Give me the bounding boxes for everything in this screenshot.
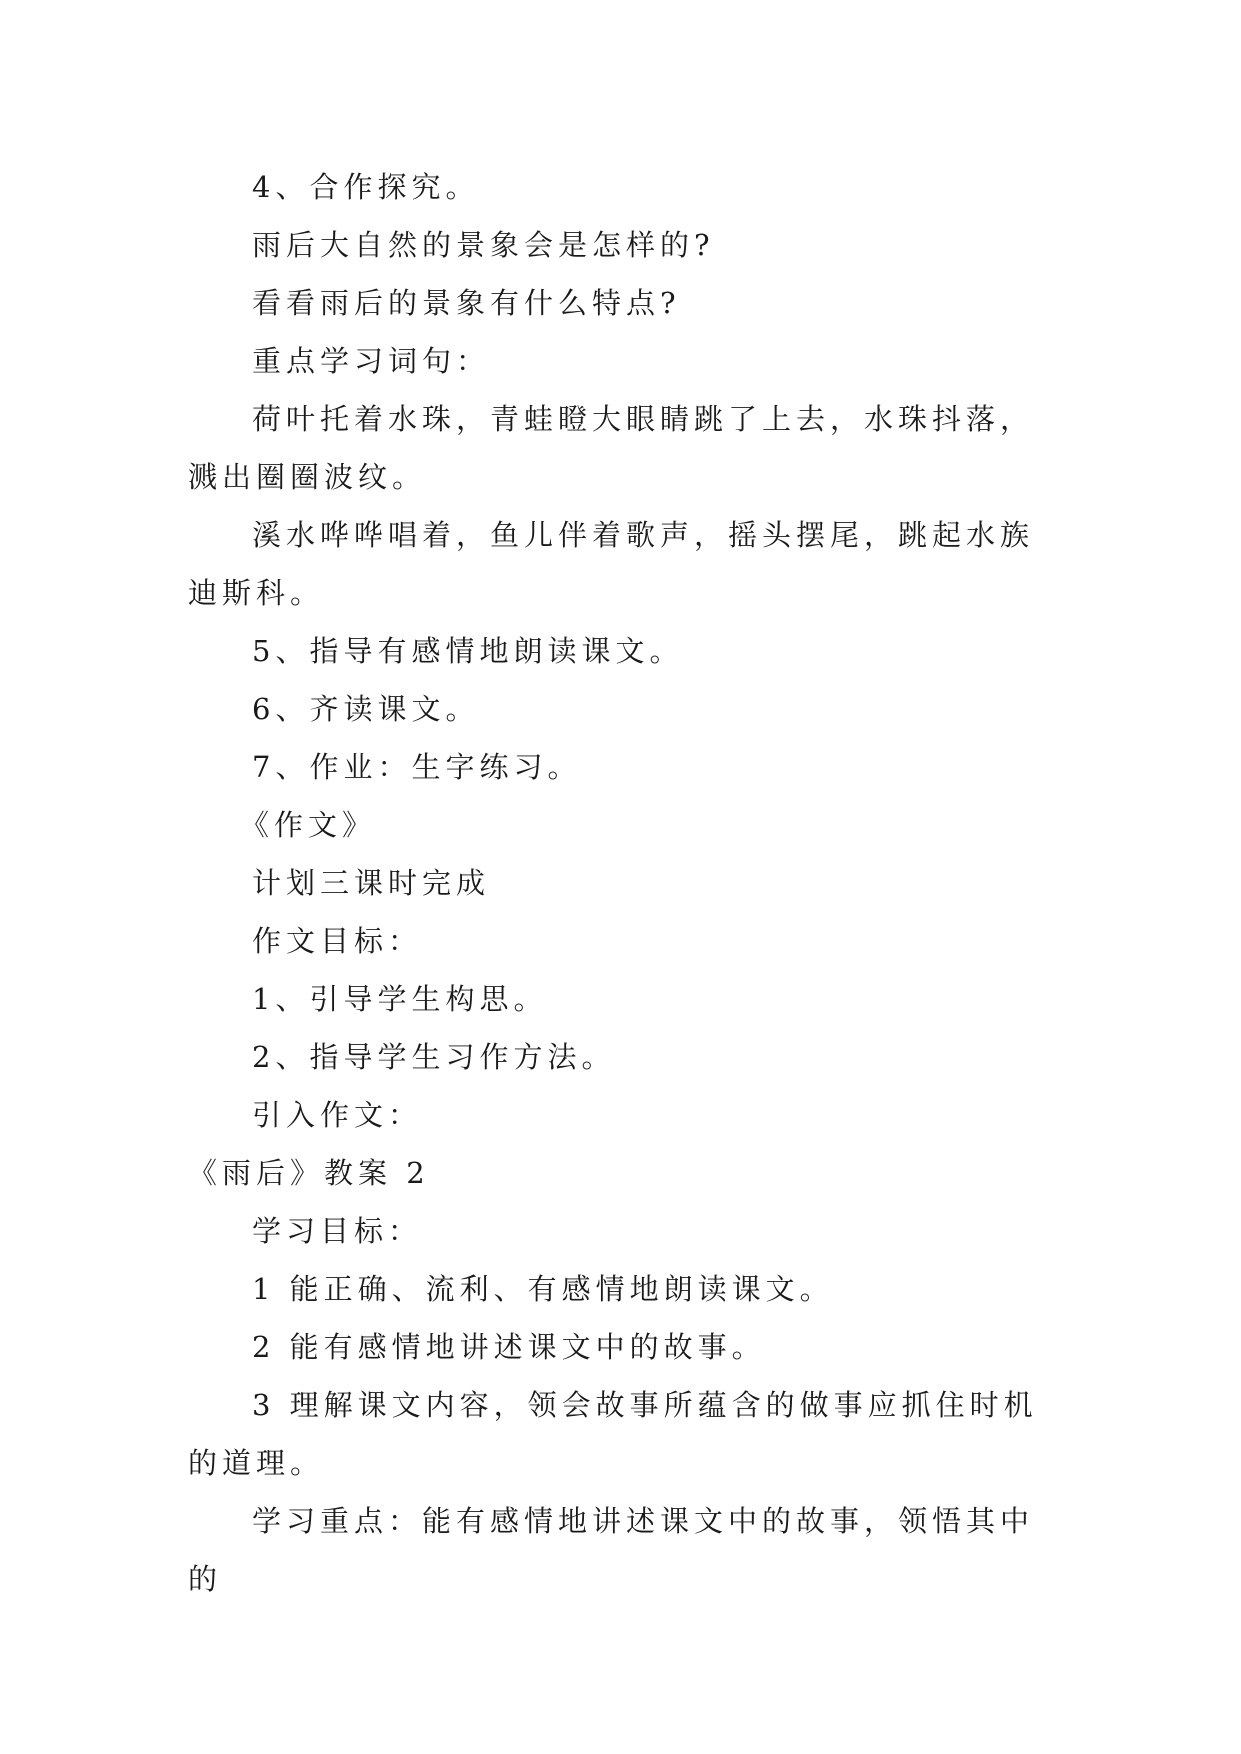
paragraph-lotus-sentence: 荷叶托着水珠，青蛙瞪大眼睛跳了上去，水珠抖落，溅出圈圈波纹。 — [188, 402, 1035, 494]
paragraph-stream-sentence: 溪水哗哗唱着，鱼儿伴着歌声，摇头摆尾，跳起水族迪斯科。 — [188, 518, 1035, 610]
paragraph-learning-goal-1: 1 能正确、流利、有感情地朗读课文。 — [252, 1272, 834, 1306]
paragraph-goals-heading: 作文目标： — [252, 924, 423, 958]
paragraph-step-6: 6、齐读课文。 — [252, 692, 480, 726]
section-title-composition: 《作文》 — [240, 808, 377, 842]
paragraph-step-5: 5、指导有感情地朗读课文。 — [252, 634, 684, 668]
paragraph-step-7: 7、作业：生字练习。 — [252, 750, 582, 784]
paragraph-goal-2: 2、指导学生习作方法。 — [252, 1040, 616, 1074]
paragraph-question-scene: 雨后大自然的景象会是怎样的? — [252, 228, 715, 262]
paragraph-step-4: 4、合作探究。 — [252, 170, 480, 204]
paragraph-key-phrases-heading: 重点学习词句： — [252, 344, 491, 378]
section-title-lesson-plan-2: 《雨后》教案 2 — [188, 1156, 430, 1190]
paragraph-learning-goal-3: 3 理解课文内容，领会故事所蕴含的做事应抓住时机的道理。 — [188, 1388, 1038, 1480]
paragraph-intro-composition: 引入作文： — [252, 1098, 423, 1132]
paragraph-learning-goal-2: 2 能有感情地讲述课文中的故事。 — [252, 1330, 766, 1364]
paragraph-learning-goals-heading: 学习目标： — [252, 1214, 423, 1248]
paragraph-plan: 计划三课时完成 — [252, 866, 491, 900]
paragraph-goal-1: 1、引导学生构思。 — [252, 982, 548, 1016]
paragraph-question-features: 看看雨后的景象有什么特点? — [252, 286, 681, 320]
paragraph-learning-focus: 学习重点：能有感情地讲述课文中的故事，领悟其中的 — [188, 1504, 1035, 1596]
document-body — [188, 158, 1060, 1608]
